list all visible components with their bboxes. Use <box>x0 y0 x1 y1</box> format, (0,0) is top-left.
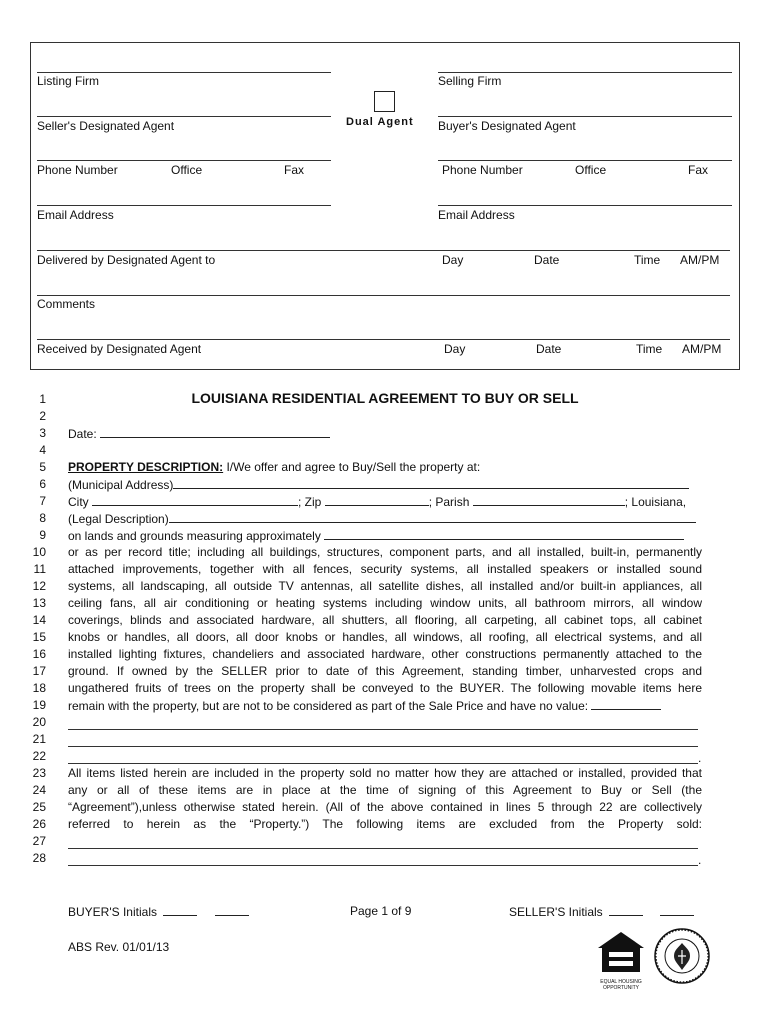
document-title: LOUISIANA RESIDENTIAL AGREEMENT TO BUY OR SELL <box>191 390 579 406</box>
line-number: 24 <box>32 783 46 797</box>
city-zip-parish-row <box>68 494 702 509</box>
line-number: 7 <box>39 494 46 508</box>
sellers-agent-label: Seller's Designated Agent <box>37 119 175 133</box>
page-number: Page 1 of 9 <box>350 904 412 918</box>
excluded-items-line-2[interactable] <box>68 865 698 866</box>
legal-description-row <box>68 511 702 526</box>
line-number: 23 <box>32 766 46 780</box>
excluded-items-line-1[interactable] <box>68 848 698 849</box>
property-intro: I/We offer and agree to Buy/Sell the property at: <box>223 460 481 474</box>
line-number: 19 <box>32 698 46 712</box>
delivered-time-label: Time <box>634 253 661 267</box>
delivered-by-label: Delivered by Designated Agent to <box>37 253 216 267</box>
dual-agent-checkbox[interactable] <box>374 91 395 112</box>
buyer-email-line[interactable] <box>438 205 732 206</box>
property-heading: PROPERTY DESCRIPTION: <box>68 460 224 474</box>
buyers-agent-line[interactable] <box>438 116 732 117</box>
buyer-office-label: Office <box>575 163 607 177</box>
buyers-agent-label: Buyer's Designated Agent <box>438 119 576 133</box>
received-date-label: Date <box>536 342 562 356</box>
seller-email-label: Email Address <box>37 208 114 222</box>
line-number: 17 <box>32 664 46 678</box>
zip-label: ; Zip <box>298 495 322 509</box>
line-number: 2 <box>39 409 46 423</box>
line-number: 15 <box>32 630 46 644</box>
movable-items-line-4[interactable] <box>68 763 698 764</box>
body-text-line: systems, all landscaping, all outside TV antennas, all satellite dishes, all installed and/or built-in appliances, all <box>68 579 702 593</box>
sellers-agent-line[interactable] <box>37 116 331 117</box>
line-number: 8 <box>39 511 46 525</box>
received-by-label: Received by Designated Agent <box>37 342 202 356</box>
line-number: 26 <box>32 817 46 831</box>
seller-office-label: Office <box>171 163 203 177</box>
louisiana-label: ; Louisiana, <box>624 495 687 509</box>
municipal-address-field[interactable] <box>173 477 689 489</box>
legal-description-field[interactable] <box>169 511 696 523</box>
delivered-line[interactable] <box>37 250 730 251</box>
parish-field[interactable] <box>473 494 625 506</box>
line-number: 1 <box>39 392 46 406</box>
line-number: 4 <box>39 443 46 457</box>
line-number: 12 <box>32 579 46 593</box>
body-text-line: installed lighting fixtures, chandeliers and associated hardware, other constructions permanently attached to the <box>68 647 702 661</box>
line-number: 11 <box>33 562 46 576</box>
received-day-label: Day <box>444 342 466 356</box>
dual-agent-label: Dual Agent <box>346 116 414 128</box>
parish-label: ; Parish <box>428 495 470 509</box>
comments-label: Comments <box>37 297 96 311</box>
body-text-line: knobs or handles, all doors, all door knobs or handles, all windows, all roofing, all electrical systems, and all <box>68 630 702 644</box>
seller-fax-label: Fax <box>284 163 305 177</box>
municipal-address-row <box>68 477 702 492</box>
line-number: 25 <box>32 800 46 814</box>
line-number: 21 <box>32 732 46 746</box>
lands-measuring-label: on lands and grounds measuring approximately <box>68 529 321 543</box>
body-text-line: referred to herein as the “Property.”) The following items are excluded from the Property sold: <box>68 817 702 831</box>
seller-initials-field-1[interactable] <box>609 904 643 916</box>
buyer-fax-label: Fax <box>688 163 709 177</box>
body-text-line: ceiling fans, all air conditioning or heating systems including window units, all bathroom mirrors, all window <box>68 596 702 610</box>
buyer-initials-field-1[interactable] <box>163 904 197 916</box>
line-number: 22 <box>32 749 46 763</box>
line-number: 3 <box>39 426 46 440</box>
buyers-initials-label: BUYER'S Initials <box>68 905 157 919</box>
body-text-line: coverings, blinds and associated hardware, all shutters, all flooring, all carpeting, all cabinet tops, all cabinet <box>68 613 702 627</box>
movable-items-field[interactable] <box>591 698 661 710</box>
city-label: City <box>68 495 89 509</box>
listing-firm-label: Listing Firm <box>37 74 100 88</box>
body-text-line: All items listed herein are included in the property sold no matter how they are attached or installed, provided that <box>68 766 702 780</box>
municipal-address-label: (Municipal Address) <box>68 478 174 492</box>
revision-label: ABS Rev. 01/01/13 <box>68 940 170 954</box>
line-number: 6 <box>39 477 46 491</box>
received-line[interactable] <box>37 339 730 340</box>
seller-phone-line[interactable] <box>37 160 331 161</box>
movable-items-line-3[interactable] <box>68 746 698 747</box>
movable-items-line-2[interactable] <box>68 729 698 730</box>
legal-description-label: (Legal Description) <box>68 512 169 526</box>
body-text-line: ungathered fruits of trees on the property shall be conveyed to the BUYER. The following movable items here <box>68 681 702 695</box>
body-text-line: or as per record title; including all buildings, structures, component parts, and all installed, built-in, permanently <box>68 545 702 559</box>
movable-items-text: remain with the property, but are not to be considered as part of the Sale Price and have no value: <box>68 699 589 713</box>
commission-seal-icon <box>654 928 710 984</box>
date-row <box>68 426 702 441</box>
date-label: Date: <box>68 427 97 441</box>
sellers-initials-row <box>509 904 694 919</box>
equal-housing-text: EQUAL HOUSING OPPORTUNITY <box>600 979 642 991</box>
line-number: 16 <box>32 647 46 661</box>
body-text-line: any or all of these items are in place at the time of signing of this Agreement to Buy or Sell (the <box>68 783 702 797</box>
seller-initials-field-2[interactable] <box>660 904 694 916</box>
zip-field[interactable] <box>325 494 429 506</box>
buyer-email-label: Email Address <box>438 208 515 222</box>
period: . <box>698 751 702 765</box>
real-estate-commission-seal <box>654 928 710 984</box>
line-number: 28 <box>32 851 46 865</box>
received-time-label: Time <box>636 342 663 356</box>
sellers-initials-label: SELLER'S Initials <box>509 905 603 919</box>
body-text-line: ground. If owned by the SELLER prior to date of this Agreement, standing timber, unharvested crops and <box>68 664 702 678</box>
lands-measuring-row <box>68 528 702 543</box>
delivered-ampm-label: AM/PM <box>680 253 720 267</box>
buyers-initials-row <box>68 904 249 919</box>
line-number: 13 <box>32 596 46 610</box>
body-text-line: attached improvements, together with all fences, security systems, all installed speakers or installed sound <box>68 562 702 576</box>
line-number: 14 <box>32 613 46 627</box>
selling-firm-label: Selling Firm <box>438 74 502 88</box>
received-ampm-label: AM/PM <box>682 342 722 356</box>
period: . <box>698 853 702 867</box>
line-number: 18 <box>32 681 46 695</box>
body-text-line: “Agreement”),unless otherwise stated herein. (All of the above contained in lines 5 through 22 are collectively <box>68 800 702 814</box>
line-number: 27 <box>32 834 46 848</box>
seller-email-line[interactable] <box>37 205 331 206</box>
buyer-phone-line[interactable] <box>438 160 732 161</box>
comments-line[interactable] <box>37 295 730 296</box>
line-number: 20 <box>32 715 46 729</box>
listing-firm-line[interactable] <box>37 72 331 73</box>
buyer-phone-label: Phone Number <box>442 163 523 177</box>
equal-housing-logo <box>594 930 648 991</box>
delivered-day-label: Day <box>442 253 464 267</box>
property-description-row <box>68 460 702 474</box>
movable-items-row <box>68 698 702 713</box>
city-field[interactable] <box>92 494 298 506</box>
selling-firm-line[interactable] <box>438 72 732 73</box>
date-field[interactable] <box>100 426 330 438</box>
lands-measuring-field[interactable] <box>324 528 684 540</box>
seller-phone-label: Phone Number <box>37 163 118 177</box>
delivered-date-label: Date <box>534 253 560 267</box>
buyer-initials-field-2[interactable] <box>215 904 249 916</box>
line-number: 5 <box>39 460 46 474</box>
equal-housing-icon <box>594 930 648 974</box>
line-number: 10 <box>32 545 46 559</box>
line-number: 9 <box>39 528 46 542</box>
